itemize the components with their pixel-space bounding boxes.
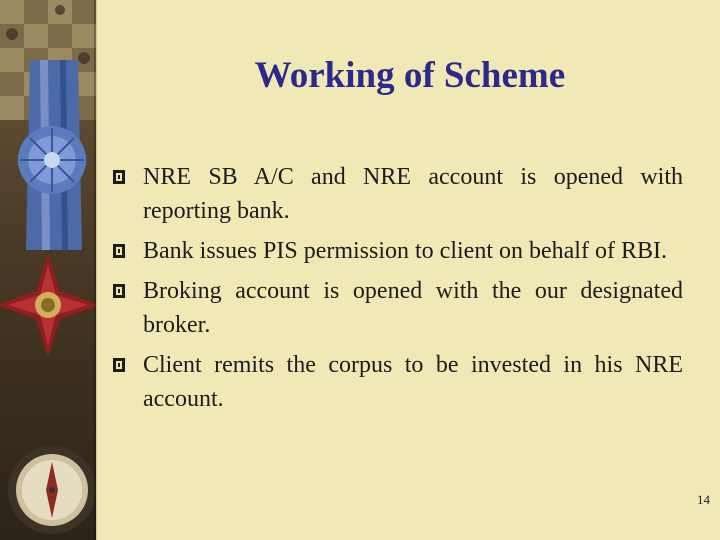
bullet-text: Bank issues PIS permission to client on behalf of RBI. [143, 238, 667, 264]
decorative-medal-collage [0, 0, 96, 540]
square-bullet-icon [111, 281, 127, 301]
bullet-item [111, 274, 683, 342]
bullet-item [111, 234, 683, 268]
bullet-item [111, 160, 683, 228]
slide-title: Working of Scheme [254, 55, 566, 96]
bullet-text: NRE SB A/C and NRE account is opened with reporting bank. [143, 164, 683, 224]
square-bullet-icon [111, 241, 127, 261]
bullet-text: Client remits the corpus to be invested in his NRE account. [143, 352, 683, 412]
medal-collage-illustration [0, 0, 96, 540]
square-bullet-icon [111, 355, 127, 375]
panel-shadow-edge [94, 0, 98, 540]
bullet-item [111, 348, 683, 416]
bullet-text: Broking account is opened with the our designated broker. [143, 278, 683, 338]
square-bullet-icon [111, 167, 127, 187]
page-number: 14 [697, 492, 710, 507]
bullet-list [111, 160, 683, 422]
